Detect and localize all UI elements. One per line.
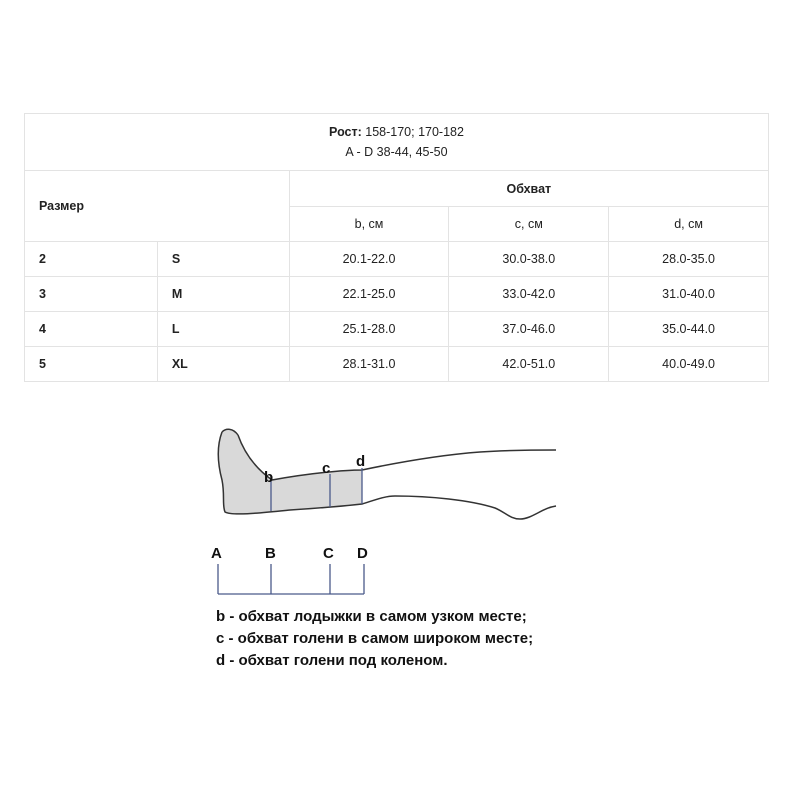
height-label: Рост: [329, 125, 362, 139]
ruler-label-a: A [211, 545, 222, 562]
girth-c-value: 42.0-51.0 [449, 347, 609, 382]
girth-d-value: 31.0-40.0 [609, 277, 769, 312]
size-number: 5 [25, 347, 158, 382]
girth-c-value: 37.0-46.0 [449, 312, 609, 347]
size-letter: XL [157, 347, 289, 382]
girth-c-value: 30.0-38.0 [449, 242, 609, 277]
ruler-label-d: D [357, 545, 368, 562]
leg-outline [238, 435, 556, 480]
girth-column-header: Обхват [289, 171, 768, 207]
size-letter: S [157, 242, 289, 277]
size-column-header: Размер [25, 171, 290, 242]
height-values: 158-170; 170-182 [361, 125, 464, 139]
ruler-label-c: C [323, 545, 334, 562]
leg-label-d: d [356, 453, 366, 470]
girth-d-value: 35.0-44.0 [609, 312, 769, 347]
column-b-header: b, см [289, 207, 449, 242]
size-letter: L [157, 312, 289, 347]
girth-b-value: 20.1-22.0 [289, 242, 449, 277]
leg-label-b: b [264, 469, 274, 486]
shoe-sizes: A - D 38-44, 45-50 [345, 145, 448, 159]
leg-label-c: c [322, 460, 331, 477]
column-c-header: c, см [449, 207, 609, 242]
measurement-legend [216, 606, 533, 672]
size-number: 3 [25, 277, 158, 312]
ruler-label-b: B [265, 545, 276, 562]
size-letter: M [157, 277, 289, 312]
column-d-header: d, см [609, 207, 769, 242]
girth-b-value: 22.1-25.0 [289, 277, 449, 312]
girth-c-value: 33.0-42.0 [449, 277, 609, 312]
girth-b-value: 28.1-31.0 [289, 347, 449, 382]
girth-b-value: 25.1-28.0 [289, 312, 449, 347]
legend-line-b: b - обхват лодыжки в самом узком месте; [216, 608, 527, 625]
girth-d-value: 28.0-35.0 [609, 242, 769, 277]
size-number: 4 [25, 312, 158, 347]
legend-line-d: d - обхват голени под коленом. [216, 652, 448, 669]
stocking-shape [218, 429, 362, 514]
girth-d-value: 40.0-49.0 [609, 347, 769, 382]
size-number: 2 [25, 242, 158, 277]
legend-line-c: c - обхват голени в самом широком месте; [216, 630, 534, 647]
